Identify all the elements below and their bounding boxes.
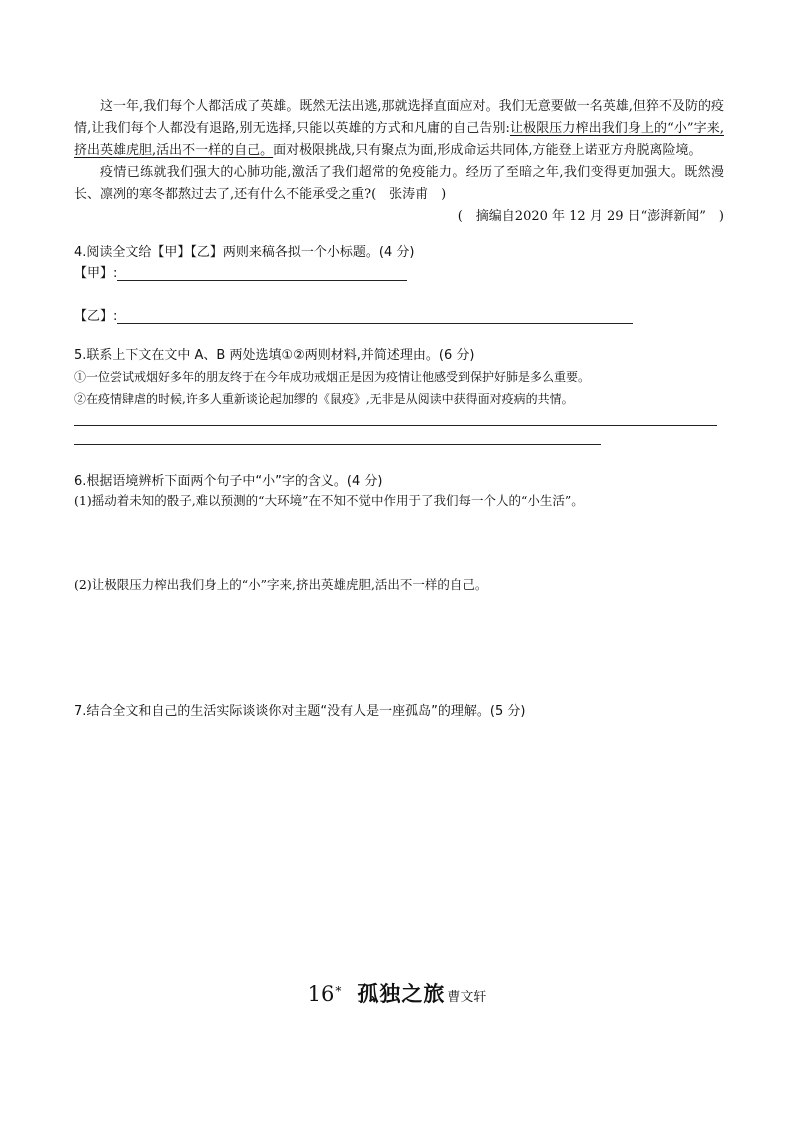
passage-p1-underlined: 让极限压力榨出我们身上的“小”字来,挤出英雄虎胆,活出不一样的自己。 (74, 121, 724, 158)
passage-paragraph-2: 疫情已练就我们强大的心肺功能,激活了我们超常的免疫能力。经历了至暗之年,我们变得更加强大。既然漫长、凛冽的寒冬都熬过去了,还有什么不能承受之重?( 张涛甫 ) (74, 165, 724, 202)
next-chapter-heading (0, 978, 794, 1008)
reading-passage (74, 96, 724, 228)
chapter-number: 16 (307, 982, 335, 1006)
question-6-prompt: 6.根据语境辨析下面两个句子中“小”字的含义。(4 分) (74, 474, 383, 489)
answer-line-jia[interactable] (117, 266, 407, 281)
question-6-sentence-2: (2)让极限压力榨出我们身上的“小”字来,挤出英雄虎胆,活出不一样的自己。 (74, 577, 488, 592)
answer-row-yi (74, 305, 633, 324)
answer-line-5a[interactable] (74, 425, 717, 426)
question-5-material-1: ①一位尝试戒烟好多年的朋友终于在今年成功戒烟正是因为疫情让他感受到保护好肺是多么重要。 (74, 370, 591, 384)
chapter-mark: * (335, 983, 342, 998)
answer-line-yi[interactable] (117, 309, 633, 324)
passage-source: ( 摘编自2020 年 12 月 29 日“澎湃新闻” ) (457, 209, 724, 224)
answer-line-5b[interactable] (74, 444, 601, 445)
passage-p1-text: 这一年,我们每个人都活成了英雄。既然无法出逃,那就选择直面应对。我们无意要做一名英雄,但猝不及防的疫情,让我们每个人都没有退路,别无选择,只能以英雄的方式和凡庸的自己告别: (74, 99, 724, 136)
answer-row-jia (74, 262, 407, 281)
label-yi: 【乙】: (74, 309, 118, 324)
question-4-prompt: 4.阅读全文给【甲】【乙】两则来稿各拟一个小标题。(4 分) (74, 245, 415, 260)
chapter-author: 曹文轩 (447, 990, 487, 1005)
question-6-sentence-1: (1)摇动着未知的骰子,难以预测的“大环境”在不知不觉中作用于了我们每一个人的“小生活”。 (74, 493, 584, 508)
question-5-material-2: ②在疫情肆虐的时候,许多人重新谈论起加缪的《鼠疫》,无非是从阅读中获得面对疫病的共情。 (74, 392, 574, 406)
label-jia: 【甲】: (74, 266, 118, 281)
question-7-prompt: 7.结合全文和自己的生活实际谈谈你对主题“没有人是一座孤岛”的理解。(5 分) (74, 704, 526, 719)
passage-p1-text-end: 面对极限挑战,只有聚点为面,形成命运共同体,方能登上诺亚方舟脱离险境。 (273, 143, 702, 158)
question-5-prompt: 5.联系上下文在文中 A、B 两处选填①②两则材料,并简述理由。(6 分) (74, 348, 475, 363)
passage-paragraph-1 (74, 96, 724, 162)
chapter-title: 孤独之旅 (357, 981, 446, 1006)
